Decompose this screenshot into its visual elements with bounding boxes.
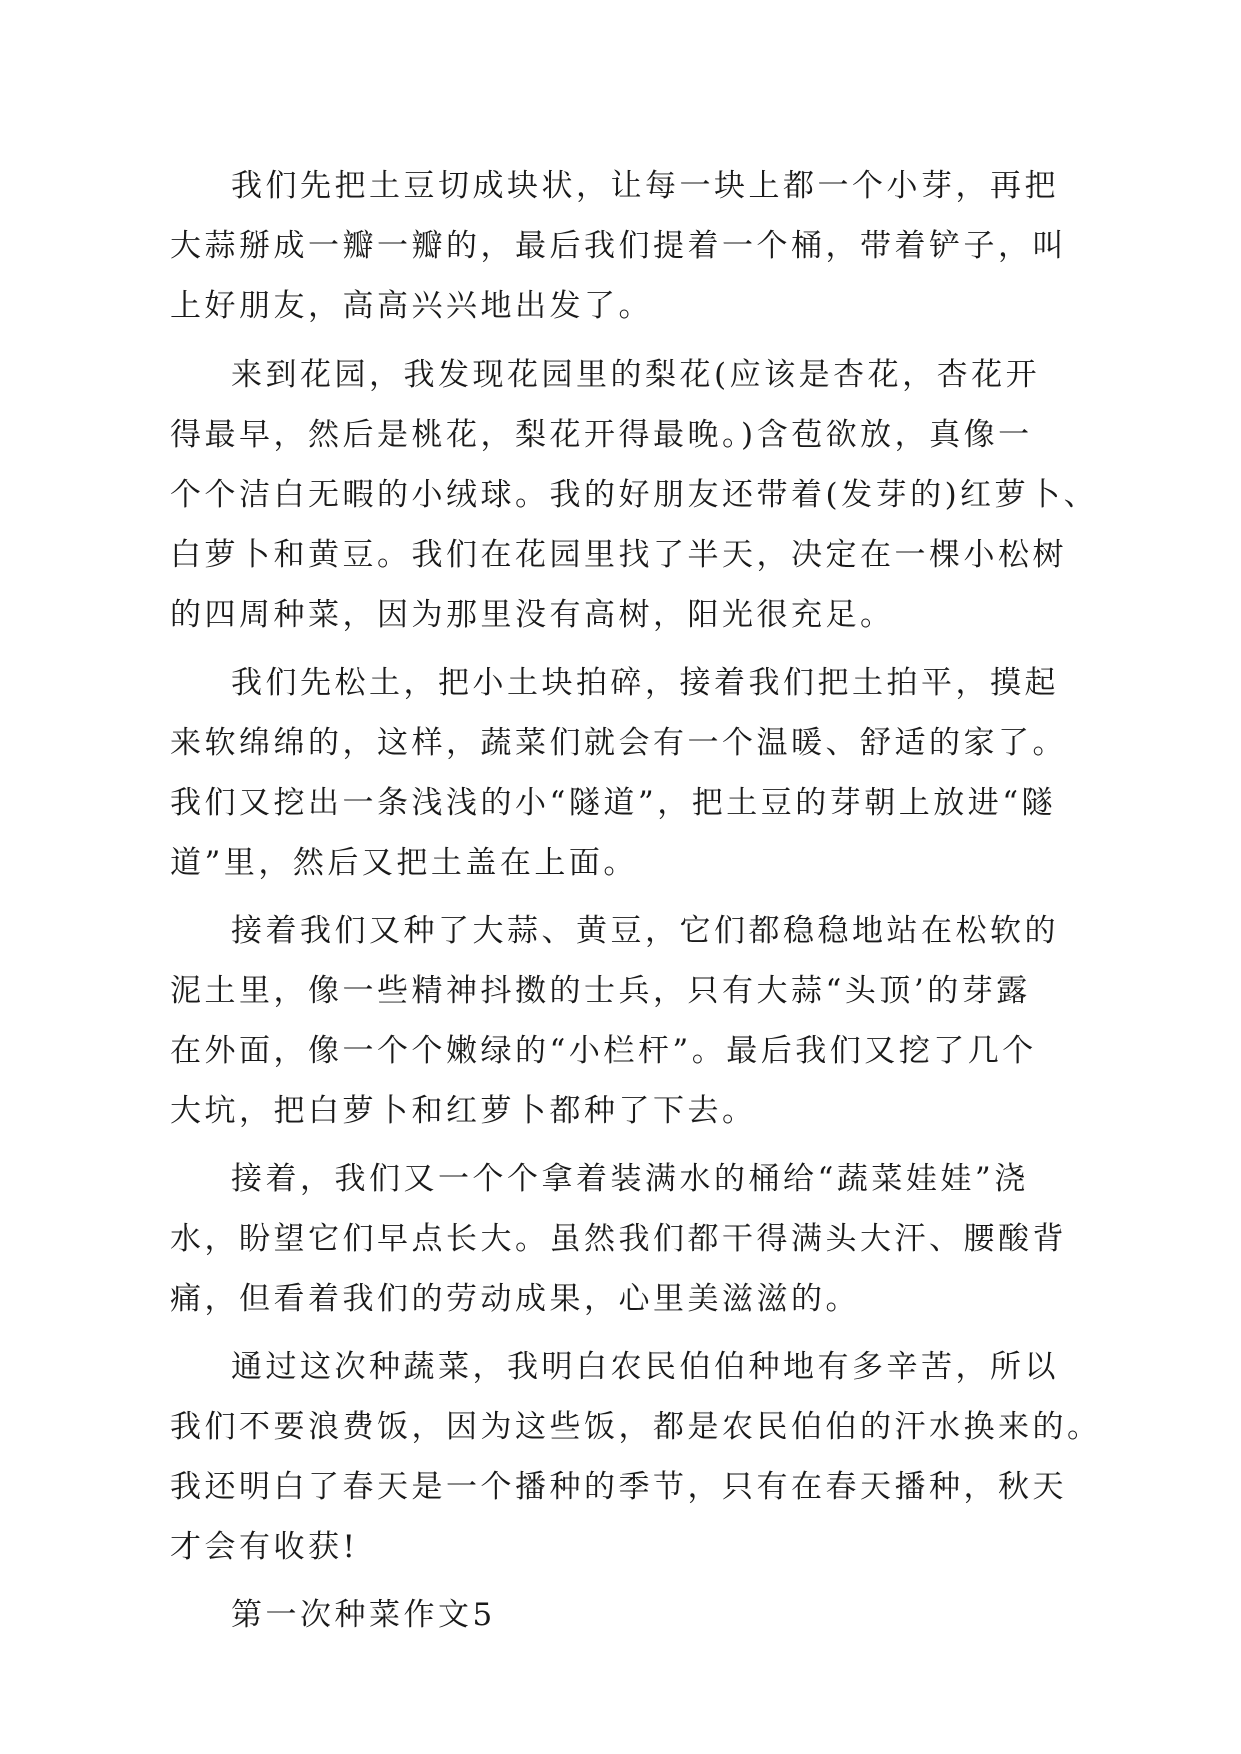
text-line: 接着，我们又一个个拿着装满水的桶给“蔬菜娃娃”浇 [231, 1161, 1029, 1197]
text-line: 才会有收获! [170, 1529, 359, 1565]
text-line: 我还明白了春天是一个播种的季节，只有在春天播种，秋天 [170, 1469, 1067, 1505]
text-line: 通过这次种蔬菜，我明白农民伯伯种地有多辛苦，所以 [231, 1349, 1059, 1385]
text-line: 在外面，像一个个嫩绿的“小栏杆”。最后我们又挖了几个 [170, 1033, 1037, 1069]
text-line: 接着我们又种了大蒜、黄豆，它们都稳稳地站在松软的 [231, 913, 1059, 949]
text-line: 得最早，然后是桃花，梨花开得最晚。)含苞欲放，真像一 [170, 417, 1033, 453]
text-line: 道”里，然后又把土盖在上面。 [170, 845, 638, 881]
text-line: 大坑，把白萝卜和红萝卜都种了下去。 [170, 1093, 757, 1129]
text-line: 泥土里，像一些精神抖擞的士兵，只有大蒜“头顶’的芽露 [170, 973, 1031, 1009]
text-line: 个个洁白无暇的小绒球。我的好朋友还带着(发芽的)红萝卜、 [170, 477, 1099, 513]
text-line: 我们先松土，把小土块拍碎，接着我们把土拍平，摸起 [231, 665, 1059, 701]
text-line: 的四周种菜，因为那里没有高树，阳光很充足。 [170, 597, 895, 633]
text-line: 来软绵绵的，这样，蔬菜们就会有一个温暖、舒适的家了。 [170, 725, 1067, 761]
text-line: 我们又挖出一条浅浅的小“隧道”，把土豆的芽朝上放进“隧 [170, 785, 1057, 821]
text-line: 我们不要浪费饭，因为这些饭，都是农民伯伯的汗水换来的。 [170, 1409, 1102, 1445]
text-line: 白萝卜和黄豆。我们在花园里找了半天，决定在一棵小松树 [170, 537, 1067, 573]
section-heading: 第一次种菜作文5 [231, 1597, 496, 1633]
text-line: 大蒜掰成一瓣一瓣的，最后我们提着一个桶，带着铲子，叫 [170, 228, 1067, 264]
text-line: 我们先把土豆切成块状，让每一块上都一个小芽，再把 [231, 168, 1059, 204]
text-line: 水，盼望它们早点长大。虽然我们都干得满头大汗、腰酸背 [170, 1221, 1067, 1257]
text-line: 来到花园，我发现花园里的梨花(应该是杏花，杏花开 [231, 357, 1041, 393]
text-line: 上好朋友，高高兴兴地出发了。 [170, 288, 653, 324]
text-line: 痛，但看着我们的劳动成果，心里美滋滋的。 [170, 1281, 860, 1317]
